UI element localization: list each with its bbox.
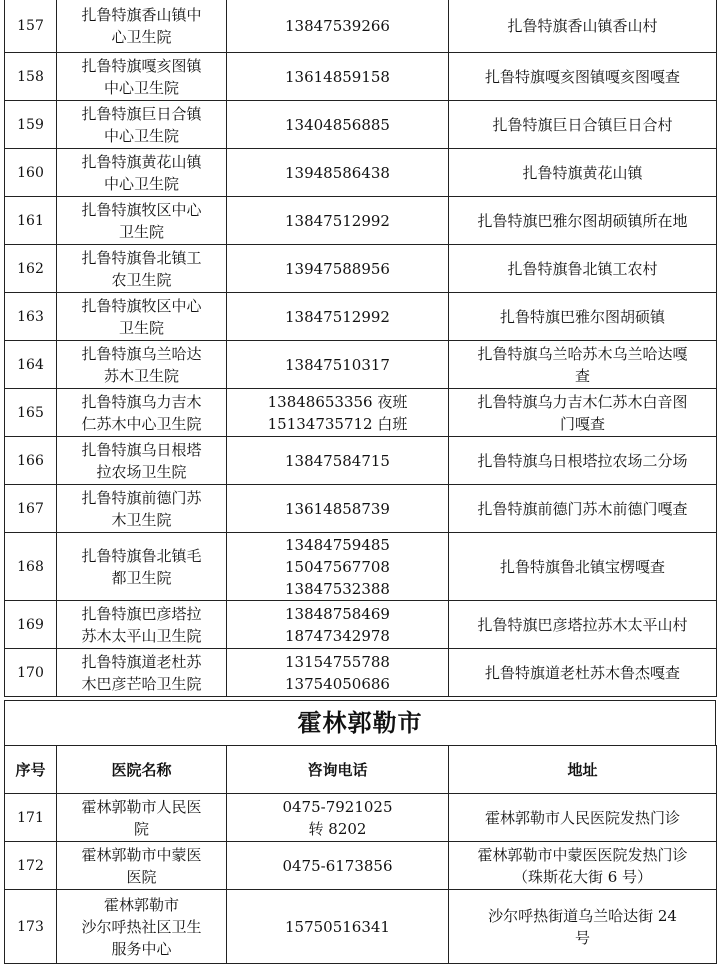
row-seq: 165 <box>5 389 57 437</box>
table-row <box>5 649 717 697</box>
row-hospital-name-line: 卫生院 <box>118 222 164 241</box>
row-address <box>449 245 717 293</box>
table-row <box>5 794 717 842</box>
row-phone-line: 18747342978 <box>285 626 390 645</box>
row-phone-line: 13847510317 <box>285 355 390 374</box>
row-address <box>449 293 717 341</box>
row-hospital-name-line: 中心卫生院 <box>103 78 179 97</box>
row-phone <box>227 101 449 149</box>
row-hospital-name-line: 扎鲁特旗牧区中心 <box>81 200 202 219</box>
row-address <box>449 341 717 389</box>
row-seq: 172 <box>5 842 57 890</box>
row-address-line: （珠斯花大街 6 号） <box>512 867 653 886</box>
row-phone-line: 13154755788 <box>285 652 390 671</box>
row-address-line: 号 <box>574 928 590 947</box>
row-seq: 162 <box>5 245 57 293</box>
row-seq: 160 <box>5 149 57 197</box>
row-hospital-name-line: 扎鲁特旗鲁北镇毛 <box>81 546 202 565</box>
row-address-line: 扎鲁特旗前德门苏木前德门嘎查 <box>477 499 688 518</box>
hospital-table-huolinguole <box>4 745 717 964</box>
table-row <box>5 197 717 245</box>
row-phone <box>227 341 449 389</box>
row-hospital-name-line: 中心卫生院 <box>103 174 179 193</box>
row-hospital-name <box>57 794 227 842</box>
row-phone <box>227 245 449 293</box>
row-hospital-name <box>57 890 227 964</box>
header-addr: 地址 <box>449 746 717 794</box>
row-phone <box>227 533 449 601</box>
row-phone-line: 13847532388 <box>285 579 390 598</box>
row-hospital-name-line: 苏木太平山卫生院 <box>81 626 202 645</box>
row-hospital-name-line: 农卫生院 <box>111 270 172 289</box>
region-title: 霍林郭勒市 <box>4 700 716 746</box>
table-row <box>5 533 717 601</box>
row-address <box>449 533 717 601</box>
row-seq: 161 <box>5 197 57 245</box>
row-address-line: 扎鲁特旗乌力吉木仁苏木白音图 <box>477 392 688 411</box>
row-address <box>449 0 717 53</box>
table-row <box>5 485 717 533</box>
row-hospital-name-line: 都卫生院 <box>111 568 172 587</box>
row-address-line: 扎鲁特旗巨日合镇巨日合村 <box>492 115 673 134</box>
row-hospital-name-line: 扎鲁特旗乌力吉木 <box>81 392 202 411</box>
row-phone-line: 13847512992 <box>285 211 390 230</box>
table-row <box>5 101 717 149</box>
row-phone-line: 13848758469 <box>285 604 390 623</box>
table-row <box>5 389 717 437</box>
table-row <box>5 890 717 964</box>
row-seq: 173 <box>5 890 57 964</box>
row-address-line: 扎鲁特旗嘎亥图镇嘎亥图嘎查 <box>484 67 680 86</box>
row-phone <box>227 293 449 341</box>
table-row <box>5 437 717 485</box>
row-address <box>449 842 717 890</box>
row-hospital-name-line: 仁苏木中心卫生院 <box>81 414 202 433</box>
row-address <box>449 149 717 197</box>
row-address <box>449 794 717 842</box>
row-address <box>449 649 717 697</box>
header-phone: 咨询电话 <box>227 746 449 794</box>
row-address-line: 扎鲁特旗乌兰哈苏木乌兰哈达嘎 <box>477 344 688 363</box>
row-phone <box>227 649 449 697</box>
row-phone-line: 13404856885 <box>285 115 390 134</box>
row-address-line: 扎鲁特旗黄花山镇 <box>522 163 643 182</box>
row-hospital-name-line: 扎鲁特旗香山镇中 <box>81 5 202 24</box>
row-hospital-name-line: 扎鲁特旗巴彦塔拉 <box>81 604 202 623</box>
row-phone-line: 13614859158 <box>285 67 390 86</box>
row-phone-line: 13848653356 夜班 <box>267 392 408 411</box>
row-address-line: 霍林郭勒市中蒙医医院发热门诊 <box>477 845 688 864</box>
table-header-row <box>5 746 717 794</box>
row-phone-line: 13847539266 <box>285 16 390 35</box>
table-row <box>5 245 717 293</box>
row-address <box>449 101 717 149</box>
table-row <box>5 149 717 197</box>
row-hospital-name <box>57 53 227 101</box>
row-hospital-name-line: 扎鲁特旗黄花山镇 <box>81 152 202 171</box>
table-row <box>5 53 717 101</box>
row-hospital-name <box>57 533 227 601</box>
row-address <box>449 485 717 533</box>
row-phone <box>227 149 449 197</box>
row-hospital-name-line: 沙尔呼热社区卫生 <box>81 917 202 936</box>
row-phone-line: 0475-6173856 <box>282 856 393 875</box>
row-hospital-name-line: 中心卫生院 <box>103 126 179 145</box>
row-hospital-name-line: 扎鲁特旗乌兰哈达 <box>81 344 202 363</box>
row-hospital-name-line: 拉农场卫生院 <box>96 462 187 481</box>
row-seq: 166 <box>5 437 57 485</box>
row-phone <box>227 437 449 485</box>
row-hospital-name-line: 服务中心 <box>111 939 172 958</box>
row-address-line: 扎鲁特旗巴彦塔拉苏木太平山村 <box>477 615 688 634</box>
row-hospital-name <box>57 601 227 649</box>
row-hospital-name <box>57 842 227 890</box>
row-seq: 171 <box>5 794 57 842</box>
row-seq: 170 <box>5 649 57 697</box>
row-seq: 169 <box>5 601 57 649</box>
row-hospital-name-line: 木巴彦芒哈卫生院 <box>81 674 202 693</box>
row-address-line: 扎鲁特旗巴雅尔图胡硕镇 <box>499 307 665 326</box>
row-phone-line: 13614858739 <box>285 499 390 518</box>
row-address <box>449 53 717 101</box>
row-hospital-name-line: 扎鲁特旗乌日根塔 <box>81 440 202 459</box>
row-seq: 158 <box>5 53 57 101</box>
header-seq: 序号 <box>5 746 57 794</box>
row-seq: 164 <box>5 341 57 389</box>
header-name: 医院名称 <box>57 746 227 794</box>
row-hospital-name-line: 霍林郭勒市 <box>103 895 179 914</box>
row-phone-line: 15047567708 <box>285 557 390 576</box>
row-address <box>449 437 717 485</box>
row-hospital-name <box>57 245 227 293</box>
row-hospital-name-line: 医院 <box>126 867 157 886</box>
row-hospital-name <box>57 149 227 197</box>
table-row <box>5 341 717 389</box>
row-phone-line: 13754050686 <box>285 674 390 693</box>
row-address-line: 沙尔呼热街道乌兰哈达街 24 <box>488 906 677 925</box>
row-hospital-name <box>57 437 227 485</box>
row-address-line: 扎鲁特旗巴雅尔图胡硕镇所在地 <box>477 211 688 230</box>
row-address <box>449 890 717 964</box>
row-hospital-name <box>57 341 227 389</box>
row-hospital-name <box>57 389 227 437</box>
row-phone-line: 13484759485 <box>285 535 390 554</box>
row-seq: 168 <box>5 533 57 601</box>
row-phone <box>227 842 449 890</box>
row-address <box>449 601 717 649</box>
row-hospital-name-line: 院 <box>133 819 149 838</box>
row-hospital-name-line: 扎鲁特旗嘎亥图镇 <box>81 56 202 75</box>
row-hospital-name-line: 扎鲁特旗前德门苏 <box>81 488 202 507</box>
row-phone-line: 13947588956 <box>285 259 390 278</box>
row-seq: 157 <box>5 0 57 53</box>
row-hospital-name-line: 扎鲁特旗鲁北镇工 <box>81 248 202 267</box>
row-seq: 163 <box>5 293 57 341</box>
row-phone <box>227 53 449 101</box>
row-address-line: 查 <box>574 366 590 385</box>
row-address-line: 扎鲁特旗鲁北镇工农村 <box>507 259 658 278</box>
hospital-table-zarut <box>4 0 717 697</box>
row-hospital-name <box>57 101 227 149</box>
row-phone <box>227 389 449 437</box>
row-phone-line: 15134735712 白班 <box>267 414 408 433</box>
row-address-line: 扎鲁特旗香山镇香山村 <box>507 16 658 35</box>
row-hospital-name-line: 卫生院 <box>118 318 164 337</box>
row-hospital-name-line: 霍林郭勒市人民医 <box>81 797 202 816</box>
row-seq: 167 <box>5 485 57 533</box>
row-phone <box>227 890 449 964</box>
row-address <box>449 197 717 245</box>
row-hospital-name-line: 扎鲁特旗巨日合镇 <box>81 104 202 123</box>
row-hospital-name-line: 心卫生院 <box>111 27 172 46</box>
row-hospital-name-line: 苏木卫生院 <box>103 366 179 385</box>
row-phone <box>227 794 449 842</box>
row-hospital-name <box>57 485 227 533</box>
row-hospital-name-line: 木卫生院 <box>111 510 172 529</box>
table-row <box>5 842 717 890</box>
row-phone <box>227 0 449 53</box>
row-phone-line: 13847512992 <box>285 307 390 326</box>
row-hospital-name-line: 扎鲁特旗道老杜苏 <box>81 652 202 671</box>
row-phone-line: 13847584715 <box>285 451 390 470</box>
row-address-line: 扎鲁特旗乌日根塔拉农场二分场 <box>477 451 688 470</box>
row-hospital-name <box>57 293 227 341</box>
row-address-line: 扎鲁特旗鲁北镇宝楞嘎查 <box>499 557 665 576</box>
table-row <box>5 293 717 341</box>
row-hospital-name-line: 扎鲁特旗牧区中心 <box>81 296 202 315</box>
row-phone <box>227 485 449 533</box>
row-phone-line: 13948586438 <box>285 163 390 182</box>
row-phone <box>227 197 449 245</box>
row-hospital-name-line: 霍林郭勒市中蒙医 <box>81 845 202 864</box>
row-phone-line: 0475-7921025 <box>282 797 393 816</box>
row-phone-line: 15750516341 <box>285 917 390 936</box>
row-phone-line: 转 8202 <box>308 819 367 838</box>
row-address <box>449 389 717 437</box>
row-seq: 159 <box>5 101 57 149</box>
row-address-line: 扎鲁特旗道老杜苏木鲁杰嘎查 <box>484 663 680 682</box>
row-hospital-name <box>57 0 227 53</box>
row-phone <box>227 601 449 649</box>
row-address-line: 门嘎查 <box>559 414 605 433</box>
table-row <box>5 601 717 649</box>
table-row <box>5 0 717 53</box>
row-hospital-name <box>57 197 227 245</box>
row-address-line: 霍林郭勒市人民医院发热门诊 <box>484 808 680 827</box>
row-hospital-name <box>57 649 227 697</box>
